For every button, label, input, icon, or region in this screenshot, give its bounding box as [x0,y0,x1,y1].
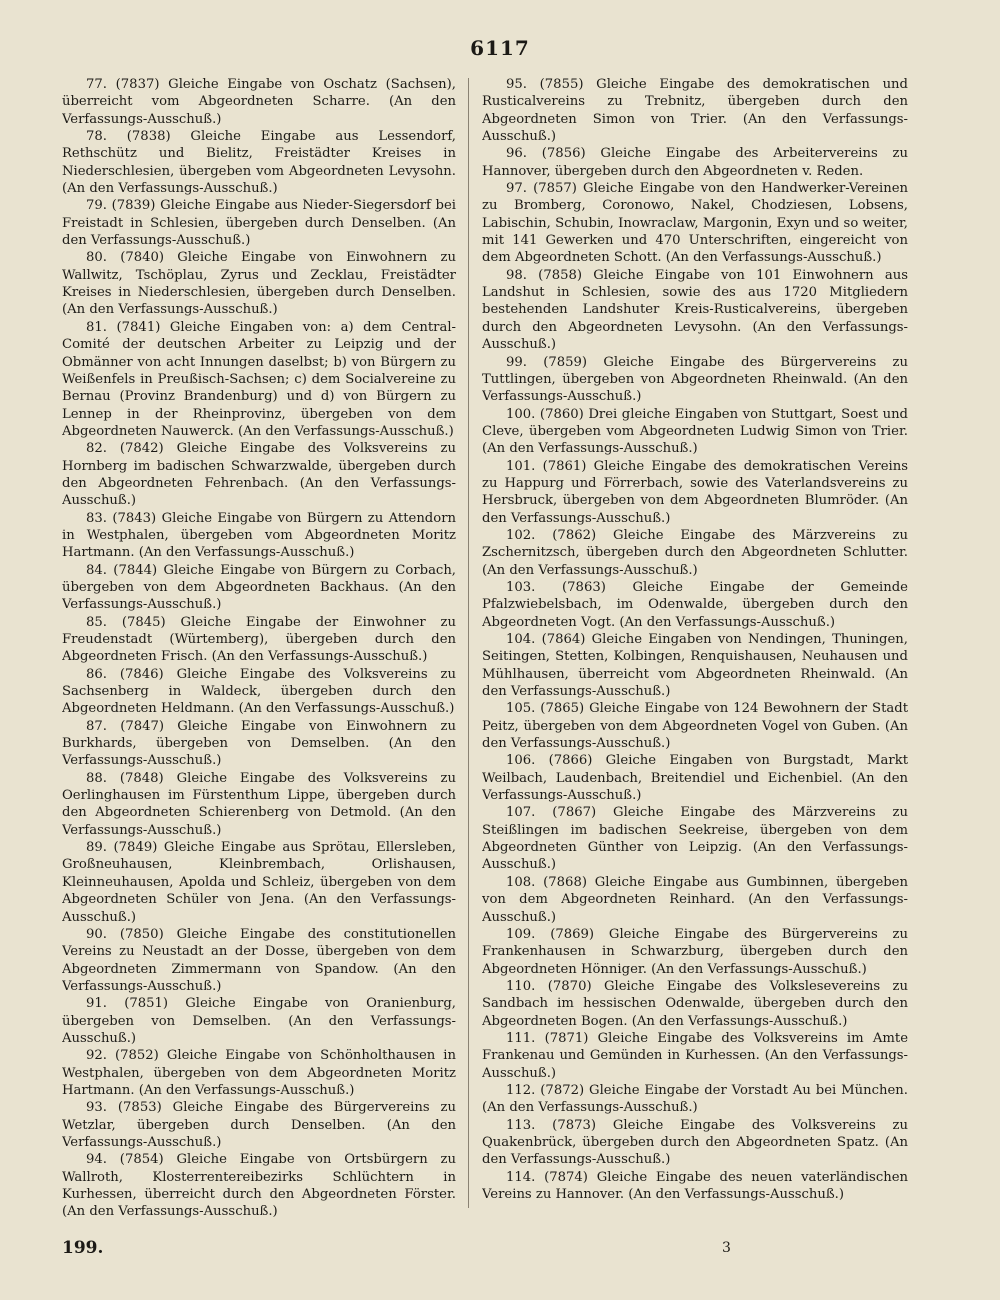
petition-entry: 104. (7864) Gleiche Eingaben von Nendingen, Thuningen, Seitingen, Stetten, Kolbingen, Renquishausen, Neuhausen und Mühlhausen, überreicht vom Abgeordneten Rheinwald. (An den Verfassungs-Ausschuß.) [482,632,908,700]
petition-entry: 108. (7868) Gleiche Eingabe aus Gumbinnen, übergeben von dem Abgeordneten Reinhard. (An den Verfassungs-Ausschuß.) [482,874,908,925]
page-number: 6117 [470,36,530,60]
petition-entry: 97. (7857) Gleiche Eingabe von den Handwerker-Vereinen zu Bromberg, Coronowo, Nakel, Chodziesen, Lobsens, Labischin, Schubin, Inowraclaw, Margonin, Exyn und so weiter, mit 141 Gewerken und 470 Unterschriften, eingereicht von dem Abgeordneten Schott. (An den Verfassungs-Ausschuß.) [482,181,908,266]
petition-entry: 114. (7874) Gleiche Eingabe des neuen vaterländischen Vereins zu Hannover. (An den Verfassungs-Ausschuß.) [482,1169,908,1202]
petition-entry: 101. (7861) Gleiche Eingabe des demokratischen Vereins zu Happurg und Förrerbach, sowie des Vaterlandsvereins zu Hersbruck, übergeben von dem Abgeordneten Blumröder. (An den Verfassungs-Ausschuß.) [482,458,908,526]
petition-entry: 105. (7865) Gleiche Eingabe von 124 Bewohnern der Stadt Peitz, übergeben von dem Abgeordneten Vogel von Guben. (An den Verfassungs-Ausschuß.) [482,701,908,752]
petition-entry: 89. (7849) Gleiche Eingabe aus Sprötau, Ellersleben, Großneuhausen, Kleinbrembach, Orlishausen, Kleinneuhausen, Apolda und Schleiz, übergeben von dem Abgeordneten Schüler von Jena. (An den Verfassungs-Ausschuß.) [62,840,456,925]
petition-entry: 78. (7838) Gleiche Eingabe aus Lessendorf, Rethschütz und Bielitz, Freistädter Kreises in Niederschlesien, übergeben vom Abgeordneten Levysohn. (An den Verfassungs-Ausschuß.) [62,129,456,197]
petition-entry: 82. (7842) Gleiche Eingabe des Volksvereins zu Hornberg im badischen Schwarzwalde, übergeben durch den Abgeordneten Fehrenbach. (An den Verfassungs-Ausschuß.) [62,441,456,509]
right-column [482,76,908,1236]
signature-mark: 199. [62,1238,104,1258]
petition-entry: 109. (7869) Gleiche Eingabe des Bürgervereins zu Frankenhausen in Schwarzburg, übergeben durch den Abgeordneten Hönniger. (An den Verfassungs-Ausschuß.) [482,926,908,977]
petition-entry: 90. (7850) Gleiche Eingabe des constitutionellen Vereins zu Neustadt an der Dosse, übergeben von dem Abgeordneten Zimmermann von Spandow. (An den Verfassungs-Ausschuß.) [62,926,456,994]
petition-entry: 84. (7844) Gleiche Eingabe von Bürgern zu Corbach, übergeben von dem Abgeordneten Backhaus. (An den Verfassungs-Ausschuß.) [62,562,456,613]
petition-entry: 98. (7858) Gleiche Eingabe von 101 Einwohnern aus Landshut in Schlesien, sowie des aus 1720 Mitgliedern bestehenden Landshuter Kreis-Rusticalvereins, übergeben durch den Abgeordneten Levysohn. (An den Verfassungs-Ausschuß.) [482,267,908,353]
column-divider [468,78,469,1208]
petition-entry: 99. (7859) Gleiche Eingabe des Bürgervereins zu Tuttlingen, übergeben von Abgeordneten Rheinwald. (An den Verfassungs-Ausschuß.) [482,354,908,405]
petition-entry: 113. (7873) Gleiche Eingabe des Volksvereins zu Quakenbrück, übergeben durch den Abgeordneten Spatz. (An den Verfassungs-Ausschuß.) [482,1117,908,1168]
petition-entry: 111. (7871) Gleiche Eingabe des Volksvereins im Amte Frankenau und Gemünden in Kurhessen. (An den Verfassungs-Ausschuß.) [482,1030,908,1081]
petition-entry: 91. (7851) Gleiche Eingabe von Oranienburg, übergeben von Demselben. (An den Verfassungs-Ausschuß.) [62,996,456,1046]
left-column [62,76,456,1236]
petition-entry: 103. (7863) Gleiche Eingabe der Gemeinde Pfalzwiebelsbach, im Odenwalde, übergeben durch den Abgeordneten Vogt. (An den Verfassungs-Ausschuß.) [482,579,908,630]
petition-entry: 88. (7848) Gleiche Eingabe des Volksvereins zu Oerlinghausen im Fürstenthum Lippe, übergeben durch den Abgeordneten Schierenberg von Detmold. (An den Verfassungs-Ausschuß.) [62,770,456,838]
petition-entry: 110. (7870) Gleiche Eingabe des Volkslesevereins zu Sandbach im hessischen Odenwalde, übergeben durch den Abgeordneten Bogen. (An den Verfassungs-Ausschuß.) [482,978,908,1029]
petition-entry: 100. (7860) Drei gleiche Eingaben von Stuttgart, Soest und Cleve, übergeben vom Abgeordneten Ludwig Simon von Trier. (An den Verfassungs-Ausschuß.) [482,406,908,457]
petition-entry: 94. (7854) Gleiche Eingabe von Ortsbürgern zu Wallroth, Klosterrentereibezirks Schlüchtern in Kurhessen, überreicht durch den Abgeordneten Förster. (An den Verfassungs-Ausschuß.) [62,1152,456,1220]
petition-entry: 86. (7846) Gleiche Eingabe des Volksvereins zu Sachsenberg in Waldeck, übergeben durch den Abgeordneten Heldmann. (An den Verfassungs-Ausschuß.) [62,666,456,717]
petition-entry: 83. (7843) Gleiche Eingabe von Bürgern zu Attendorn in Westphalen, übergeben vom Abgeordneten Moritz Hartmann. (An den Verfassungs-Ausschuß.) [62,510,456,561]
petition-entry: 85. (7845) Gleiche Eingabe der Einwohner zu Freudenstadt (Würtemberg), übergeben durch den Abgeordneten Frisch. (An den Verfassungs-Ausschuß.) [62,614,456,665]
sheet-number: 3 [722,1240,731,1256]
petition-entry: 107. (7867) Gleiche Eingabe des Märzvereins zu Steißlingen im badischen Seekreise, übergeben von dem Abgeordneten Günther von Leipzig. (An den Verfassungs-Ausschuß.) [482,805,908,873]
petition-entry: 92. (7852) Gleiche Eingabe von Schönholthausen in Westphalen, übergeben von dem Abgeordneten Moritz Hartmann. (An den Verfassungs-Ausschuß.) [62,1048,456,1098]
petition-entry: 81. (7841) Gleiche Eingaben von: a) dem Central-Comité der deutschen Arbeiter zu Leipzig und der Obmänner von acht Innungen daselbst; b) von Bürgern zu Weißenfels in Preußisch-Sachsen; c) dem Socialvereine zu Bernau (Provinz Brandenburg) und d) von Bürgern zu Lennep in der Rheinprovinz, übergeben von dem Abgeordneten Nauwerck. (An den Verfassungs-Ausschuß.) [62,319,456,439]
petition-entry: 96. (7856) Gleiche Eingabe des Arbeitervereins zu Hannover, übergeben durch den Abgeordneten v. Reden. [482,146,908,179]
petition-entry: 106. (7866) Gleiche Eingaben von Burgstadt, Markt Weilbach, Laudenbach, Breitendiel und Eichenbiel. (An den Verfassungs-Ausschuß.) [482,753,908,804]
petition-entry: 112. (7872) Gleiche Eingabe der Vorstadt Au bei München. (An den Verfassungs-Ausschuß.) [482,1082,908,1116]
petition-entry: 77. (7837) Gleiche Eingabe von Oschatz (Sachsen), überreicht vom Abgeordneten Scharre. (An den Verfassungs-Ausschuß.) [62,77,456,127]
petition-entry: 95. (7855) Gleiche Eingabe des demokratischen und Rusticalvereins zu Trebnitz, übergeben durch den Abgeordneten Simon von Trier. (An den Verfassungs-Ausschuß.) [482,77,908,145]
petition-entry: 102. (7862) Gleiche Eingabe des Märzvereins zu Zschernitzsch, übergeben durch den Abgeordneten Schlutter. (An den Verfassungs-Ausschuß.) [482,527,908,578]
petition-entry: 87. (7847) Gleiche Eingabe von Einwohnern zu Burkhards, übergeben von Demselben. (An den Verfassungs-Ausschuß.) [62,718,456,769]
petition-entry: 80. (7840) Gleiche Eingabe von Einwohnern zu Wallwitz, Tschöplau, Zyrus und Zecklau, Freistädter Kreises in Niederschlesien, übergeben durch Denselben. (An den Verfassungs-Ausschuß.) [62,250,456,318]
petition-entry: 93. (7853) Gleiche Eingabe des Bürgervereins zu Wetzlar, übergeben durch Denselben. (An den Verfassungs-Ausschuß.) [62,1100,456,1150]
petition-entry: 79. (7839) Gleiche Eingabe aus Nieder-Siegersdorf bei Freistadt in Schlesien, übergeben durch Denselben. (An den Verfassungs-Ausschuß.) [62,198,456,249]
